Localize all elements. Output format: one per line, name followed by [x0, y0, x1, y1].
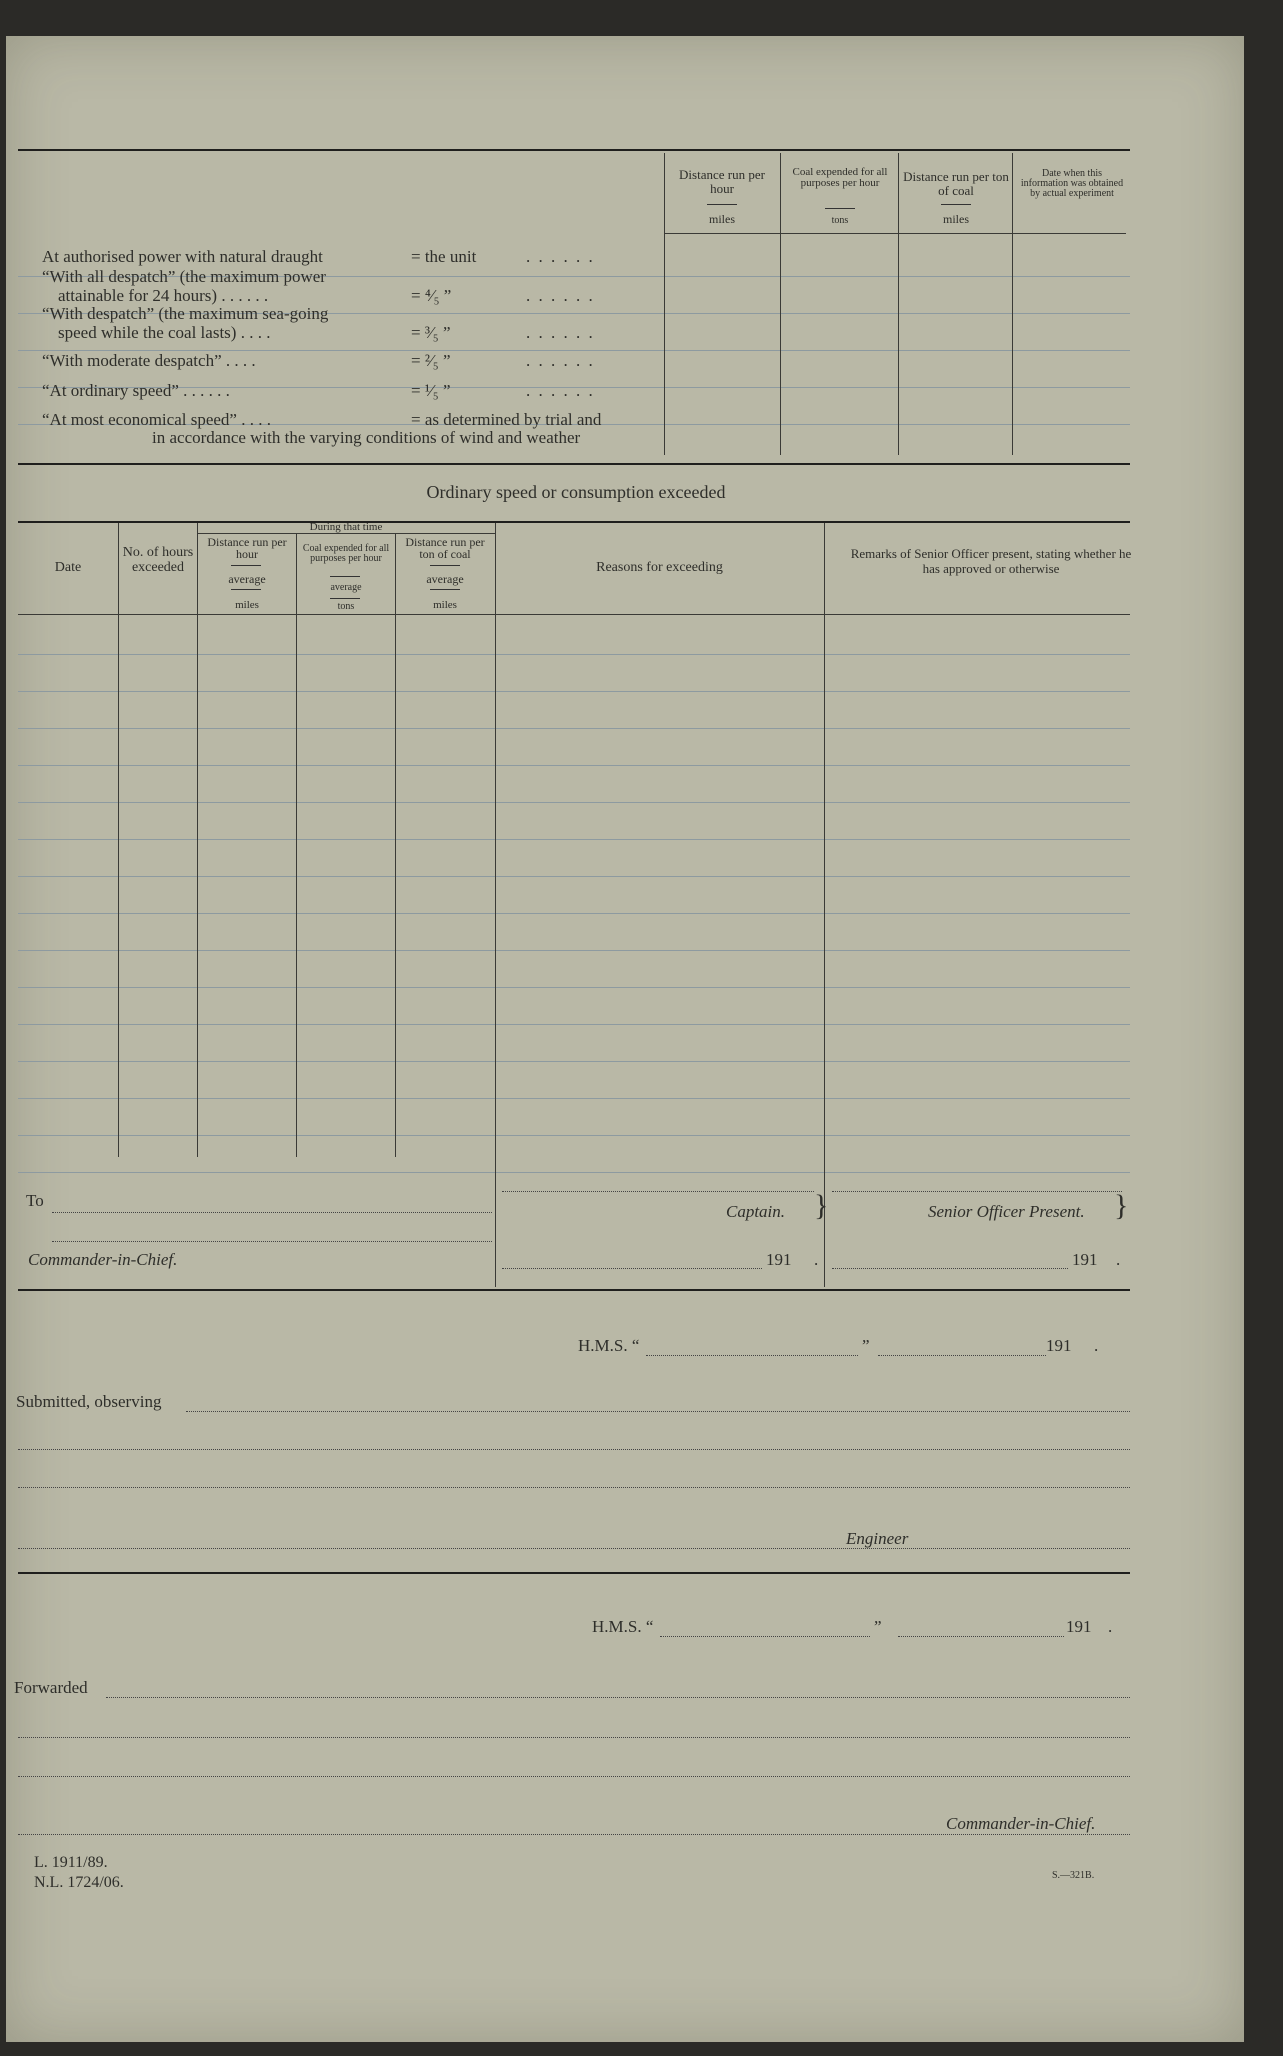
label-average: average	[426, 572, 464, 586]
top-table-bottom-rule	[18, 463, 1130, 465]
leader-dots: . . . . . .	[526, 351, 595, 370]
submitted-label: Submitted, observing	[16, 1392, 162, 1411]
label-average: average	[228, 572, 266, 586]
header-rule	[664, 233, 1126, 234]
submitted-hms: H.M.S. “	[578, 1336, 640, 1355]
leader-dots: . . . . . .	[526, 381, 595, 400]
engineer-label: Engineer	[846, 1529, 909, 1548]
row-ordinary: “At ordinary speed” . . . . . .	[42, 381, 230, 400]
submitted-line-2[interactable]	[18, 1449, 1130, 1450]
header-ex-dist-ton: Distance run per ton of coal	[405, 535, 485, 561]
period: .	[814, 1250, 819, 1269]
footer-ref-1: L. 1911/89.	[34, 1854, 108, 1871]
col-divider	[395, 534, 396, 1157]
header-bottom-rule	[18, 614, 1130, 615]
header-remarks: Remarks of Senior Officer present, stating whether he has approved or otherwise	[850, 546, 1132, 576]
commander-signature-field[interactable]	[18, 1834, 1130, 1835]
to-label: To	[26, 1191, 44, 1210]
row-economical-cont: in accordance with the varying conditions of wind and weather	[152, 428, 581, 447]
submitted-observing-field[interactable]	[186, 1411, 1130, 1412]
forwarded-line-3[interactable]	[18, 1776, 1130, 1777]
ruled-line	[18, 728, 1130, 729]
header-hours-exceeded: No. of hours exceeded	[122, 545, 194, 575]
commander-label: Commander-in-Chief.	[28, 1250, 178, 1269]
unit-miles: miles	[709, 212, 735, 226]
period: .	[1116, 1250, 1121, 1269]
col-divider	[664, 153, 665, 455]
unit-miles: miles	[433, 599, 457, 611]
ruled-line	[18, 913, 1130, 914]
signature-bottom-rule	[18, 1289, 1130, 1291]
row-moderate: “With moderate despatch” . . . .	[42, 351, 256, 370]
to-field-2[interactable]	[52, 1241, 492, 1242]
top-rule	[18, 149, 1130, 151]
ruled-line	[18, 654, 1130, 655]
col-divider	[780, 153, 781, 455]
row-economical: “At most economical speed” . . . .	[42, 410, 271, 429]
captain-label: Captain.	[726, 1202, 786, 1221]
row-despatch-eq: = ³⁄₅ ”	[411, 323, 451, 342]
close-quote: ”	[874, 1617, 882, 1636]
senior-officer-date-field[interactable]	[832, 1268, 1068, 1269]
unit-miles: miles	[943, 212, 969, 226]
forwarded-line-2[interactable]	[18, 1737, 1130, 1738]
row-economical-eq: = as determined by trial and	[411, 410, 602, 429]
submitted-year: 191	[1046, 1336, 1072, 1355]
ruled-line	[18, 987, 1130, 988]
fraction-bar	[330, 598, 360, 599]
row-all-despatch-cont: attainable for 24 hours) . . . . . .	[58, 286, 269, 305]
forwarded-commander-label: Commander-in-Chief.	[946, 1814, 1096, 1833]
ruled-line	[18, 950, 1130, 951]
header-ex-dist-hour: Distance run per hour	[207, 535, 287, 561]
header-reasons: Reasons for exceeding	[596, 560, 723, 575]
senior-officer-signature-field[interactable]	[832, 1191, 1122, 1192]
forwarded-field[interactable]	[106, 1697, 1130, 1698]
forwarded-ship-name-field[interactable]	[660, 1636, 870, 1637]
forwarded-date-field[interactable]	[898, 1636, 1064, 1637]
row-authorised-eq: = the unit	[411, 247, 477, 266]
header-date: Date	[54, 560, 82, 575]
row-despatch-cont: speed while the coal lasts) . . . .	[58, 323, 271, 342]
row-ordinary-eq: = ¹⁄₅ ”	[411, 381, 451, 400]
row-all-despatch: “With all despatch” (the maximum power	[42, 267, 326, 286]
engineer-signature-field[interactable]	[18, 1548, 1130, 1549]
submitted-bottom-rule	[18, 1572, 1130, 1574]
ruled-line	[18, 1172, 1130, 1173]
row-all-despatch-eq: = ⁴⁄₅ ”	[411, 286, 452, 305]
col-divider	[824, 523, 825, 1287]
unit-miles: miles	[235, 599, 259, 611]
forwarded-hms: H.M.S. “	[592, 1617, 654, 1636]
to-field[interactable]	[52, 1212, 492, 1213]
fraction-bar	[825, 208, 855, 209]
ruled-line	[18, 1135, 1130, 1136]
row-moderate-eq: = ²⁄₅ ”	[411, 351, 451, 370]
unit-tons: tons	[337, 601, 355, 612]
forwarded-year: 191	[1066, 1617, 1092, 1636]
ruled-line	[18, 876, 1130, 877]
ruled-line	[18, 802, 1130, 803]
col-divider	[495, 523, 496, 1287]
ruled-line	[18, 839, 1130, 840]
footer-ref-2: N.L. 1724/06.	[34, 1874, 124, 1891]
ruled-line	[18, 765, 1130, 766]
form-number: S.—321B.	[1052, 1870, 1095, 1881]
fraction-bar	[430, 565, 460, 566]
header-dist-per-ton: Distance run per ton of coal	[903, 169, 1009, 198]
ruled-line	[18, 1061, 1130, 1062]
fraction-bar	[707, 204, 737, 205]
forwarded-label: Forwarded	[14, 1678, 88, 1697]
fraction-bar	[430, 589, 460, 590]
submitted-line-3[interactable]	[18, 1487, 1130, 1488]
col-divider	[118, 523, 119, 1157]
exceeded-top-rule	[18, 521, 1130, 523]
label-average: average	[330, 582, 362, 593]
leader-dots: . . . . . .	[526, 323, 595, 342]
row-despatch: “With despatch” (the maximum sea-going	[42, 304, 329, 323]
leader-dots: . . . . . .	[526, 247, 595, 266]
ruled-line	[18, 691, 1130, 692]
leader-dots: . . . . . .	[526, 286, 595, 305]
col-divider	[197, 523, 198, 1157]
submitted-date-field[interactable]	[878, 1355, 1046, 1356]
ruled-line	[18, 1024, 1130, 1025]
col-divider	[1012, 153, 1013, 455]
header-during: During that time	[309, 521, 383, 533]
period: .	[1094, 1336, 1099, 1355]
header-date-info: Date when this information was obtained by actual experiment	[1020, 168, 1124, 199]
captain-signature-field[interactable]	[502, 1191, 814, 1192]
fraction-bar	[941, 204, 971, 205]
close-quote: ”	[862, 1336, 870, 1355]
header-ex-coal: Coal expended for all purposes per hour	[302, 543, 390, 564]
header-dist-per-hour: Distance run per hour	[679, 167, 765, 196]
captain-year: 191	[766, 1250, 792, 1269]
fraction-bar	[231, 589, 261, 590]
fraction-bar	[231, 565, 261, 566]
senior-officer-year: 191	[1072, 1250, 1098, 1269]
unit-tons: tons	[831, 215, 849, 226]
period: .	[1108, 1617, 1113, 1636]
exceeded-title: Ordinary speed or consumption exceeded	[426, 482, 726, 502]
submitted-ship-name-field[interactable]	[646, 1355, 858, 1356]
ruled-line	[18, 1098, 1130, 1099]
senior-officer-label: Senior Officer Present.	[928, 1202, 1085, 1221]
during-rule	[197, 533, 495, 534]
captain-date-field[interactable]	[502, 1268, 762, 1269]
col-divider	[898, 153, 899, 455]
row-authorised: At authorised power with natural draught	[42, 247, 323, 266]
brace: }	[1114, 1189, 1129, 1222]
col-divider	[296, 534, 297, 1157]
form-page	[6, 36, 1244, 2042]
brace: }	[814, 1189, 829, 1222]
fraction-bar	[330, 576, 360, 577]
header-coal-expended: Coal expended for all purposes per hour	[792, 166, 888, 189]
